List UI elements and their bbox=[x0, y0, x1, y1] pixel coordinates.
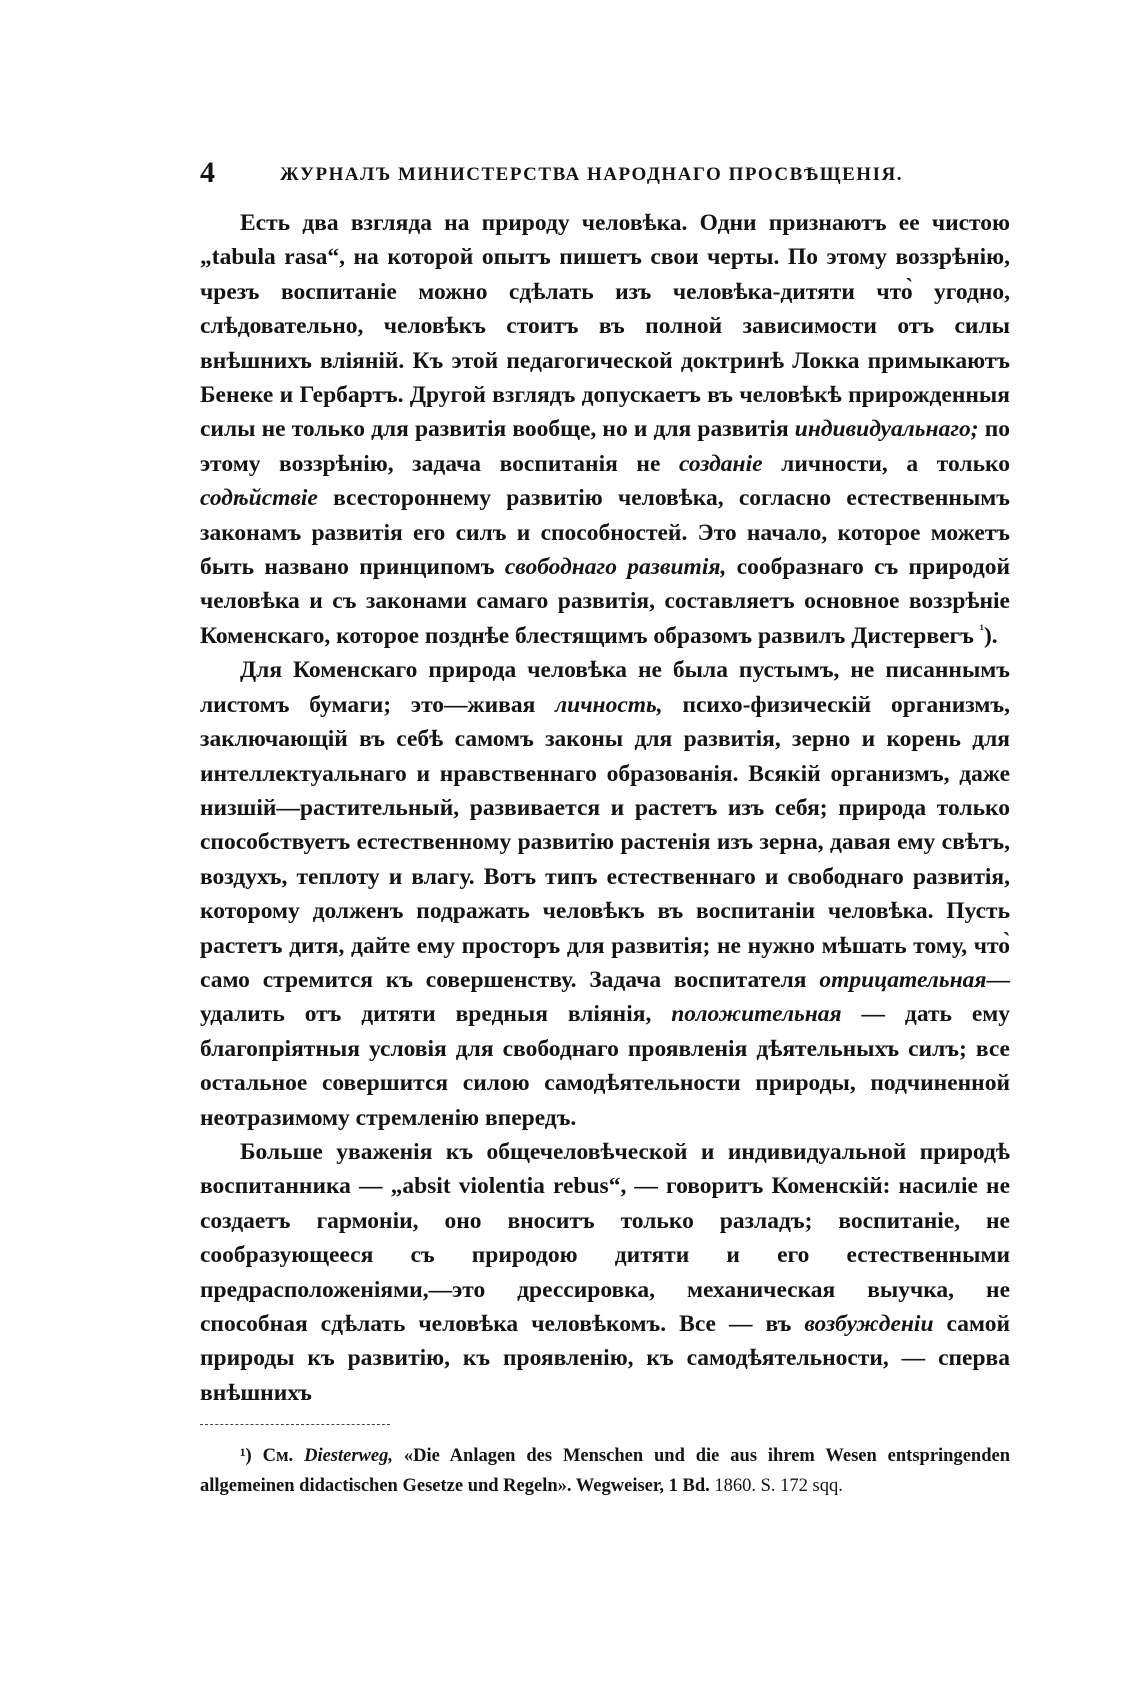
footnote bbox=[200, 1441, 1010, 1501]
footnote-publication: 1860. S. 172 sqq. bbox=[709, 1476, 843, 1497]
emphasized-text: созданіе bbox=[678, 450, 763, 477]
emphasized-text: личность, bbox=[555, 691, 663, 718]
text-segment: ). bbox=[983, 622, 998, 649]
footnote-author: Diesterweg, bbox=[304, 1446, 393, 1467]
emphasized-text: индивидуальнаго; bbox=[794, 416, 979, 443]
text-segment: всестороннему развитію человѣка, согласно естественнымъ законамъ развитія его силъ и способностей. Это начало, которое можетъ быть названо принципомъ bbox=[200, 485, 1010, 581]
text-segment: личности, а только bbox=[762, 450, 1011, 477]
footnote-mark: ¹) См. bbox=[240, 1446, 305, 1467]
text-segment: —удалить отъ дитяти вредныя вліянія, bbox=[200, 966, 1010, 1028]
running-head bbox=[200, 156, 1010, 196]
text-segment: по этому воззрѣнію, задача воспитанія не bbox=[200, 416, 1010, 477]
body-text bbox=[200, 206, 1010, 1410]
text-segment: — дать ему благопріятныя условія для свободнаго проявленія дѣятельныхъ силъ; все остальное совершится силою самодѣятельности природы, подчиненной неотразимому стремленію впередъ. bbox=[200, 1001, 1011, 1131]
text-segment: сообразнаго съ природой человѣка и съ законами самаго развитія, составляетъ основное воззрѣніе Коменскаго, которое позднѣе блестящимъ образомъ развилъ Дистервегъ bbox=[200, 554, 1010, 649]
paragraph bbox=[200, 1135, 1010, 1410]
page-number: 4 bbox=[200, 156, 215, 189]
emphasized-text: отрицательная bbox=[819, 966, 987, 993]
emphasized-text: положительная bbox=[671, 1001, 842, 1028]
text-segment: самой природы къ развитію, къ проявленію, къ самодѣятельности, — сперва внѣшнихъ bbox=[200, 1311, 1010, 1406]
text-segment: Больше уваженія къ общечеловѣческой и индивидуальной природѣ воспитанника — „absit violentia rebus“, — говоритъ Коменскій: насиліе не создаетъ гармоніи, оно вноситъ только разладъ; воспитаніе, не сообразующееся съ природою дитяти и его естественными предрасположеніями,—это дрессировка, механическая выучка, не способная сдѣлать человѣка человѣкомъ. Все — въ bbox=[200, 1138, 1010, 1337]
journal-title: ЖУРНАЛЪ МИНИСТЕРСТВА НАРОДНАГО ПРОСВѢЩЕНІЯ. bbox=[280, 164, 903, 185]
text-segment: Для Коменскаго природа человѣка не была пустымъ, не писаннымъ листомъ бумаги; это—живая bbox=[200, 657, 1010, 718]
paragraph bbox=[200, 653, 1010, 1135]
footnote-divider bbox=[200, 1424, 390, 1425]
emphasized-text: содѣйствіе bbox=[200, 485, 318, 512]
paragraph bbox=[200, 206, 1010, 653]
footnote-text: «Die Anlagen des Menschen und die aus ihrem Wesen entspringenden allgemeinen didactischen Gesetze und Regeln». Wegweiser, 1 Bd. bbox=[200, 1446, 1010, 1497]
text-segment: психо-физическій организмъ, заключающій въ себѣ самомъ законы для развитія, зерно и корень для интеллектуальнаго и нравственнаго образованія. Всякій организмъ, даже низшій—растительный, развивается и растетъ изъ себя; природа только способствуетъ естественному развитію растенія изъ зерна, давая ему свѣтъ, воздухъ, теплоту и влагу. Вотъ типъ естественнаго и свободнаго развитія, которому долженъ подражать человѣкъ въ воспитаніи человѣка. Пусть растетъ дитя, дайте ему просторъ для развитія; не нужно мѣшать тому, что̀ само стремится къ совершенству. Задача воспитателя bbox=[200, 691, 1011, 993]
emphasized-text: возбужденіи bbox=[804, 1311, 934, 1337]
footnote-reference: ¹ bbox=[979, 623, 984, 639]
text-segment: Есть два взгляда на природу человѣка. Одни признаютъ ее чистою „tabula rasa“, на которой опытъ пишетъ свои черты. По этому воззрѣнію, чрезъ воспитаніе можно сдѣлать изъ человѣка-дитяти что̀ угодно, слѣдовательно, человѣкъ стоитъ въ полной зависимости отъ силы внѣшнихъ вліяній. Къ этой педагогической доктринѣ Локка примыкаютъ Бенеке и Гербартъ. Другой взглядъ допускаетъ въ человѣкѣ прирожденныя силы не только для развитія вообще, но и для развитія bbox=[200, 210, 1010, 443]
document-page bbox=[200, 156, 1011, 1501]
emphasized-text: свободнаго развитія, bbox=[504, 554, 727, 581]
